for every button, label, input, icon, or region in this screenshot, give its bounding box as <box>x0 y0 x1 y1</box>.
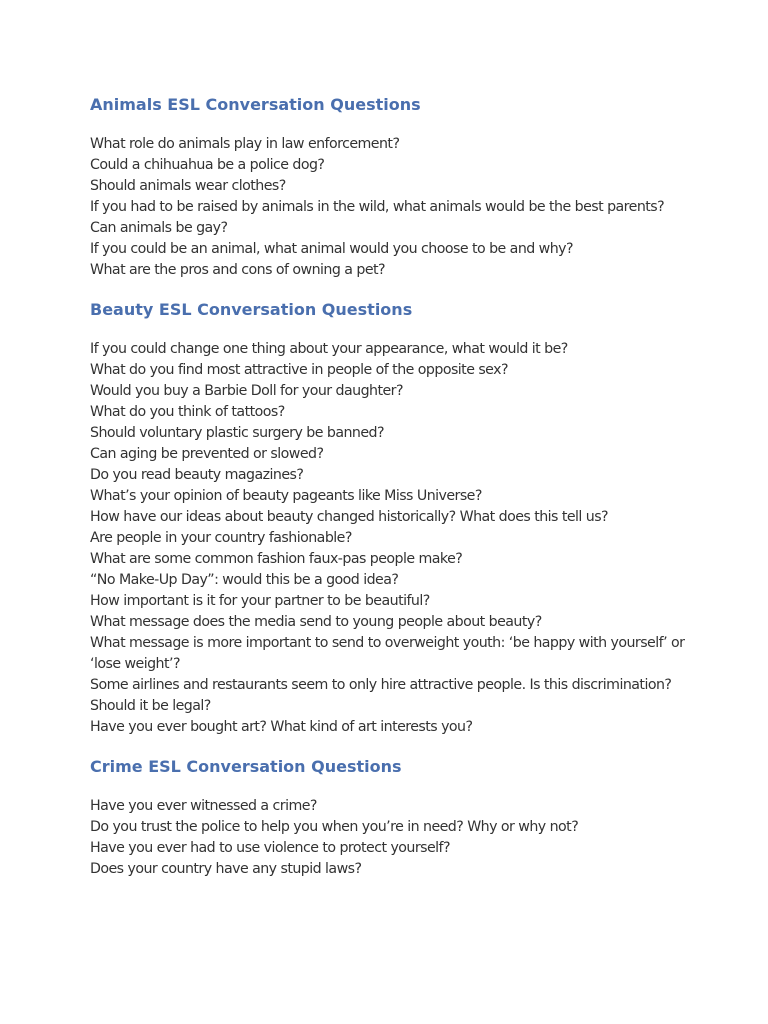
question-item: Should animals wear clothes? <box>90 178 286 194</box>
question-item: If you had to be raised by animals in the wild, what animals would be the best parents? <box>90 199 665 215</box>
question-item: Should voluntary plastic surgery be banned? <box>90 425 384 441</box>
question-list <box>90 134 710 281</box>
question-item: Do you trust the police to help you when you’re in need? Why or why not? <box>90 819 579 835</box>
question-item: “No Make-Up Day”: would this be a good idea? <box>90 572 399 588</box>
section-beauty <box>90 299 710 738</box>
section-crime <box>90 756 710 880</box>
question-item: Some airlines and restaurants seem to only hire attractive people. Is this discrimination? Should it be legal? <box>90 677 672 714</box>
question-item: Do you read beauty magazines? <box>90 467 304 483</box>
question-item: What role do animals play in law enforcement? <box>90 136 400 152</box>
question-list <box>90 339 710 738</box>
question-item: How important is it for your partner to be beautiful? <box>90 593 430 609</box>
question-item: If you could change one thing about your appearance, what would it be? <box>90 341 568 357</box>
question-item: Does your country have any stupid laws? <box>90 861 362 877</box>
question-item: Have you ever had to use violence to protect yourself? <box>90 840 450 856</box>
question-item: Are people in your country fashionable? <box>90 530 352 546</box>
question-item: What’s your opinion of beauty pageants like Miss Universe? <box>90 488 482 504</box>
question-item: Have you ever witnessed a crime? <box>90 798 317 814</box>
question-item: Can aging be prevented or slowed? <box>90 446 324 462</box>
question-item: Would you buy a Barbie Doll for your daughter? <box>90 383 403 399</box>
question-item: What do you find most attractive in people of the opposite sex? <box>90 362 508 378</box>
section-title: Animals ESL Conversation Questions <box>90 95 421 114</box>
question-list <box>90 796 710 880</box>
section-title: Beauty ESL Conversation Questions <box>90 300 413 319</box>
question-item: What message does the media send to young people about beauty? <box>90 614 542 630</box>
section-animals <box>90 94 710 281</box>
question-item: What are the pros and cons of owning a pet? <box>90 262 386 278</box>
document-page <box>90 94 710 898</box>
question-item: Can animals be gay? <box>90 220 228 236</box>
question-item: Have you ever bought art? What kind of art interests you? <box>90 719 473 735</box>
question-item: If you could be an animal, what animal would you choose to be and why? <box>90 241 574 257</box>
question-item: Could a chihuahua be a police dog? <box>90 157 325 173</box>
section-title: Crime ESL Conversation Questions <box>90 757 402 776</box>
question-item: How have our ideas about beauty changed historically? What does this tell us? <box>90 509 609 525</box>
question-item: What message is more important to send to overweight youth: ‘be happy with yourself’ or ‘lose weight’? <box>90 635 685 672</box>
question-item: What are some common fashion faux-pas people make? <box>90 551 463 567</box>
question-item: What do you think of tattoos? <box>90 404 285 420</box>
